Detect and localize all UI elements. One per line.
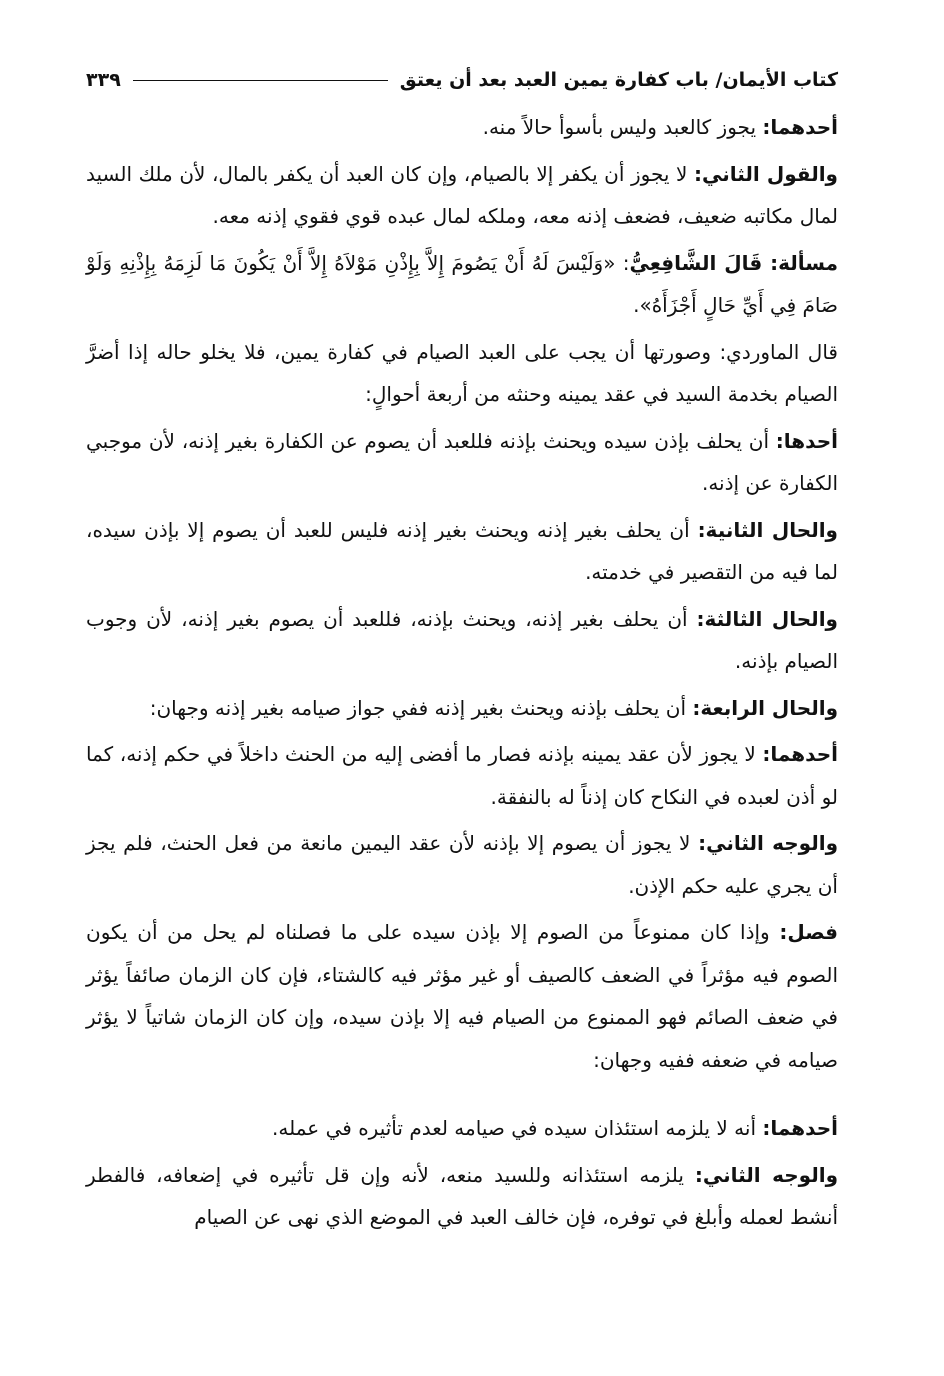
- paragraph: [86, 106, 838, 149]
- paragraph-text: لا يجوز أن يصوم إلا بإذنه لأن عقد اليمين مانعة من فعل الحنث، فلم يجز أن يجري عليه حكم الإذن.: [86, 831, 838, 898]
- paragraph-text: يلزمه استئذانه وللسيد منعه، لأنه وإن قل تأثيره في إضعافه، فالفطر أنشط لعمله وأبلغ في توفره، فإن خالف العبد في الموضع الذي نهى عن الصيام: [86, 1162, 838, 1229]
- paragraph-lead: أحدها:: [775, 428, 838, 453]
- book-page: [86, 62, 838, 1312]
- paragraph-text: أن يحلف بغير إذنه ويحنث بغير إذنه فليس للعبد أن يصوم إلا بإذن سيده، لما فيه من التقصير في خدمته.: [86, 517, 838, 584]
- paragraph-lead: مسألة:: [770, 250, 838, 275]
- paragraph-lead: والوجه الثاني:: [694, 1162, 839, 1187]
- paragraph-text: أن يحلف بغير إذنه، ويحنث بإذنه، فللعبد أن يصوم بغير إذنه، لأن وجوب الصيام بإذنه.: [86, 606, 838, 673]
- paragraph-lead: أحدهما:: [762, 1116, 838, 1140]
- paragraph-lead: والحال الرابعة:: [692, 695, 838, 720]
- header-rule: [133, 80, 388, 81]
- paragraph: [86, 153, 838, 238]
- paragraph: [86, 822, 838, 907]
- paragraph: [86, 331, 838, 416]
- paragraph: [86, 598, 838, 683]
- paragraph: [86, 509, 838, 594]
- paragraph-lead: والحال الثانية:: [697, 517, 838, 542]
- paragraph-lead: فصل:: [779, 920, 838, 944]
- paragraph: [86, 687, 838, 730]
- running-title: كتاب الأيمان/ باب كفارة يمين العبد بعد أن يعتق: [399, 69, 838, 91]
- paragraph: [86, 242, 838, 327]
- paragraph-text: لا يجوز أن يكفر إلا بالصيام، وإن كان العبد أن يكفر بالمال، لأن ملك السيد لمال مكاتبه ضعيف، فضعف إذنه معه، وملكه لمال عبده قوي فقوي إذنه معه.: [86, 161, 838, 228]
- paragraph: [86, 1107, 838, 1150]
- paragraph-text: أن يحلف بإذن سيده ويحنث بإذنه فللعبد أن يصوم عن الكفارة بغير إذنه، لأن موجبي الكفارة عن إذنه.: [86, 428, 838, 495]
- paragraph-text: أن يحلف بإذنه ويحنث بغير إذنه ففي جواز صيامه بغير إذنه وجهان:: [149, 695, 693, 720]
- paragraph-lead: أحدهما:: [762, 742, 838, 766]
- page-number: ٣٣٩: [86, 69, 121, 91]
- paragraph-text: يجوز كالعبد وليس بأسوأ حالاً منه.: [482, 115, 763, 139]
- paragraph: [86, 733, 838, 818]
- paragraph-text: أنه لا يلزمه استئذان سيده في صيامه لعدم تأثيره في عمله.: [272, 1116, 763, 1140]
- paragraph-lead: والوجه الثاني:: [698, 831, 839, 855]
- paragraph-lead: والقول الثاني:: [693, 161, 838, 186]
- paragraph-lead: أحدهما:: [762, 115, 838, 139]
- page-header: [86, 62, 838, 98]
- paragraph-lead: والحال الثالثة:: [696, 606, 838, 631]
- paragraph: [86, 420, 838, 505]
- paragraph: [86, 911, 838, 1081]
- paragraph-text: قال الماوردي: وصورتها أن يجب على العبد الصيام في كفارة يمين، فلا يخلو حاله إذا أضرَّ الصيام بخدمة السيد في عقد يمينه وحنثه من أربعة أحوالٍ:: [86, 339, 838, 406]
- paragraph-text: : «وَلَيْسَ لَهُ أَنْ يَصُومَ إِلاَّ بِإِذْنِ مَوْلاَهُ إِلاَّ أَنْ يَكُونَ مَا لَزِمَهُ بِإِذْنِهِ وَلَوْ صَامَ فِي أَيِّ حَالٍ أَجْزَأَهُ».: [86, 250, 838, 317]
- body-text: [86, 106, 838, 1239]
- paragraph-text: وإذا كان ممنوعاً من الصوم إلا بإذن سيده على ما فصلناه لم يحل من أن يكون الصوم فيه مؤثراً في الضعف كالصيف أو غير مؤثر فيه كالشتاء، فإن كان الزمان صائفاً يؤثر في ضعف الصائم فهو الممنوع من الصيام فيه إلا بإذن سيده، وإن كان الزمان شاتياً لا يؤثر صيامه في ضعفه ففيه وجهان:: [86, 920, 838, 1072]
- paragraph-text: لا يجوز لأن عقد يمينه بإذنه فصار ما أفضى إليه من الحنث داخلاً في حكم إذنه، كما لو أذن لعبده في النكاح كان إذناً له بالنفقة.: [86, 742, 838, 809]
- paragraph: [86, 1154, 838, 1239]
- paragraph-name: قَالَ الشَّافِعِيُّ: [629, 250, 771, 275]
